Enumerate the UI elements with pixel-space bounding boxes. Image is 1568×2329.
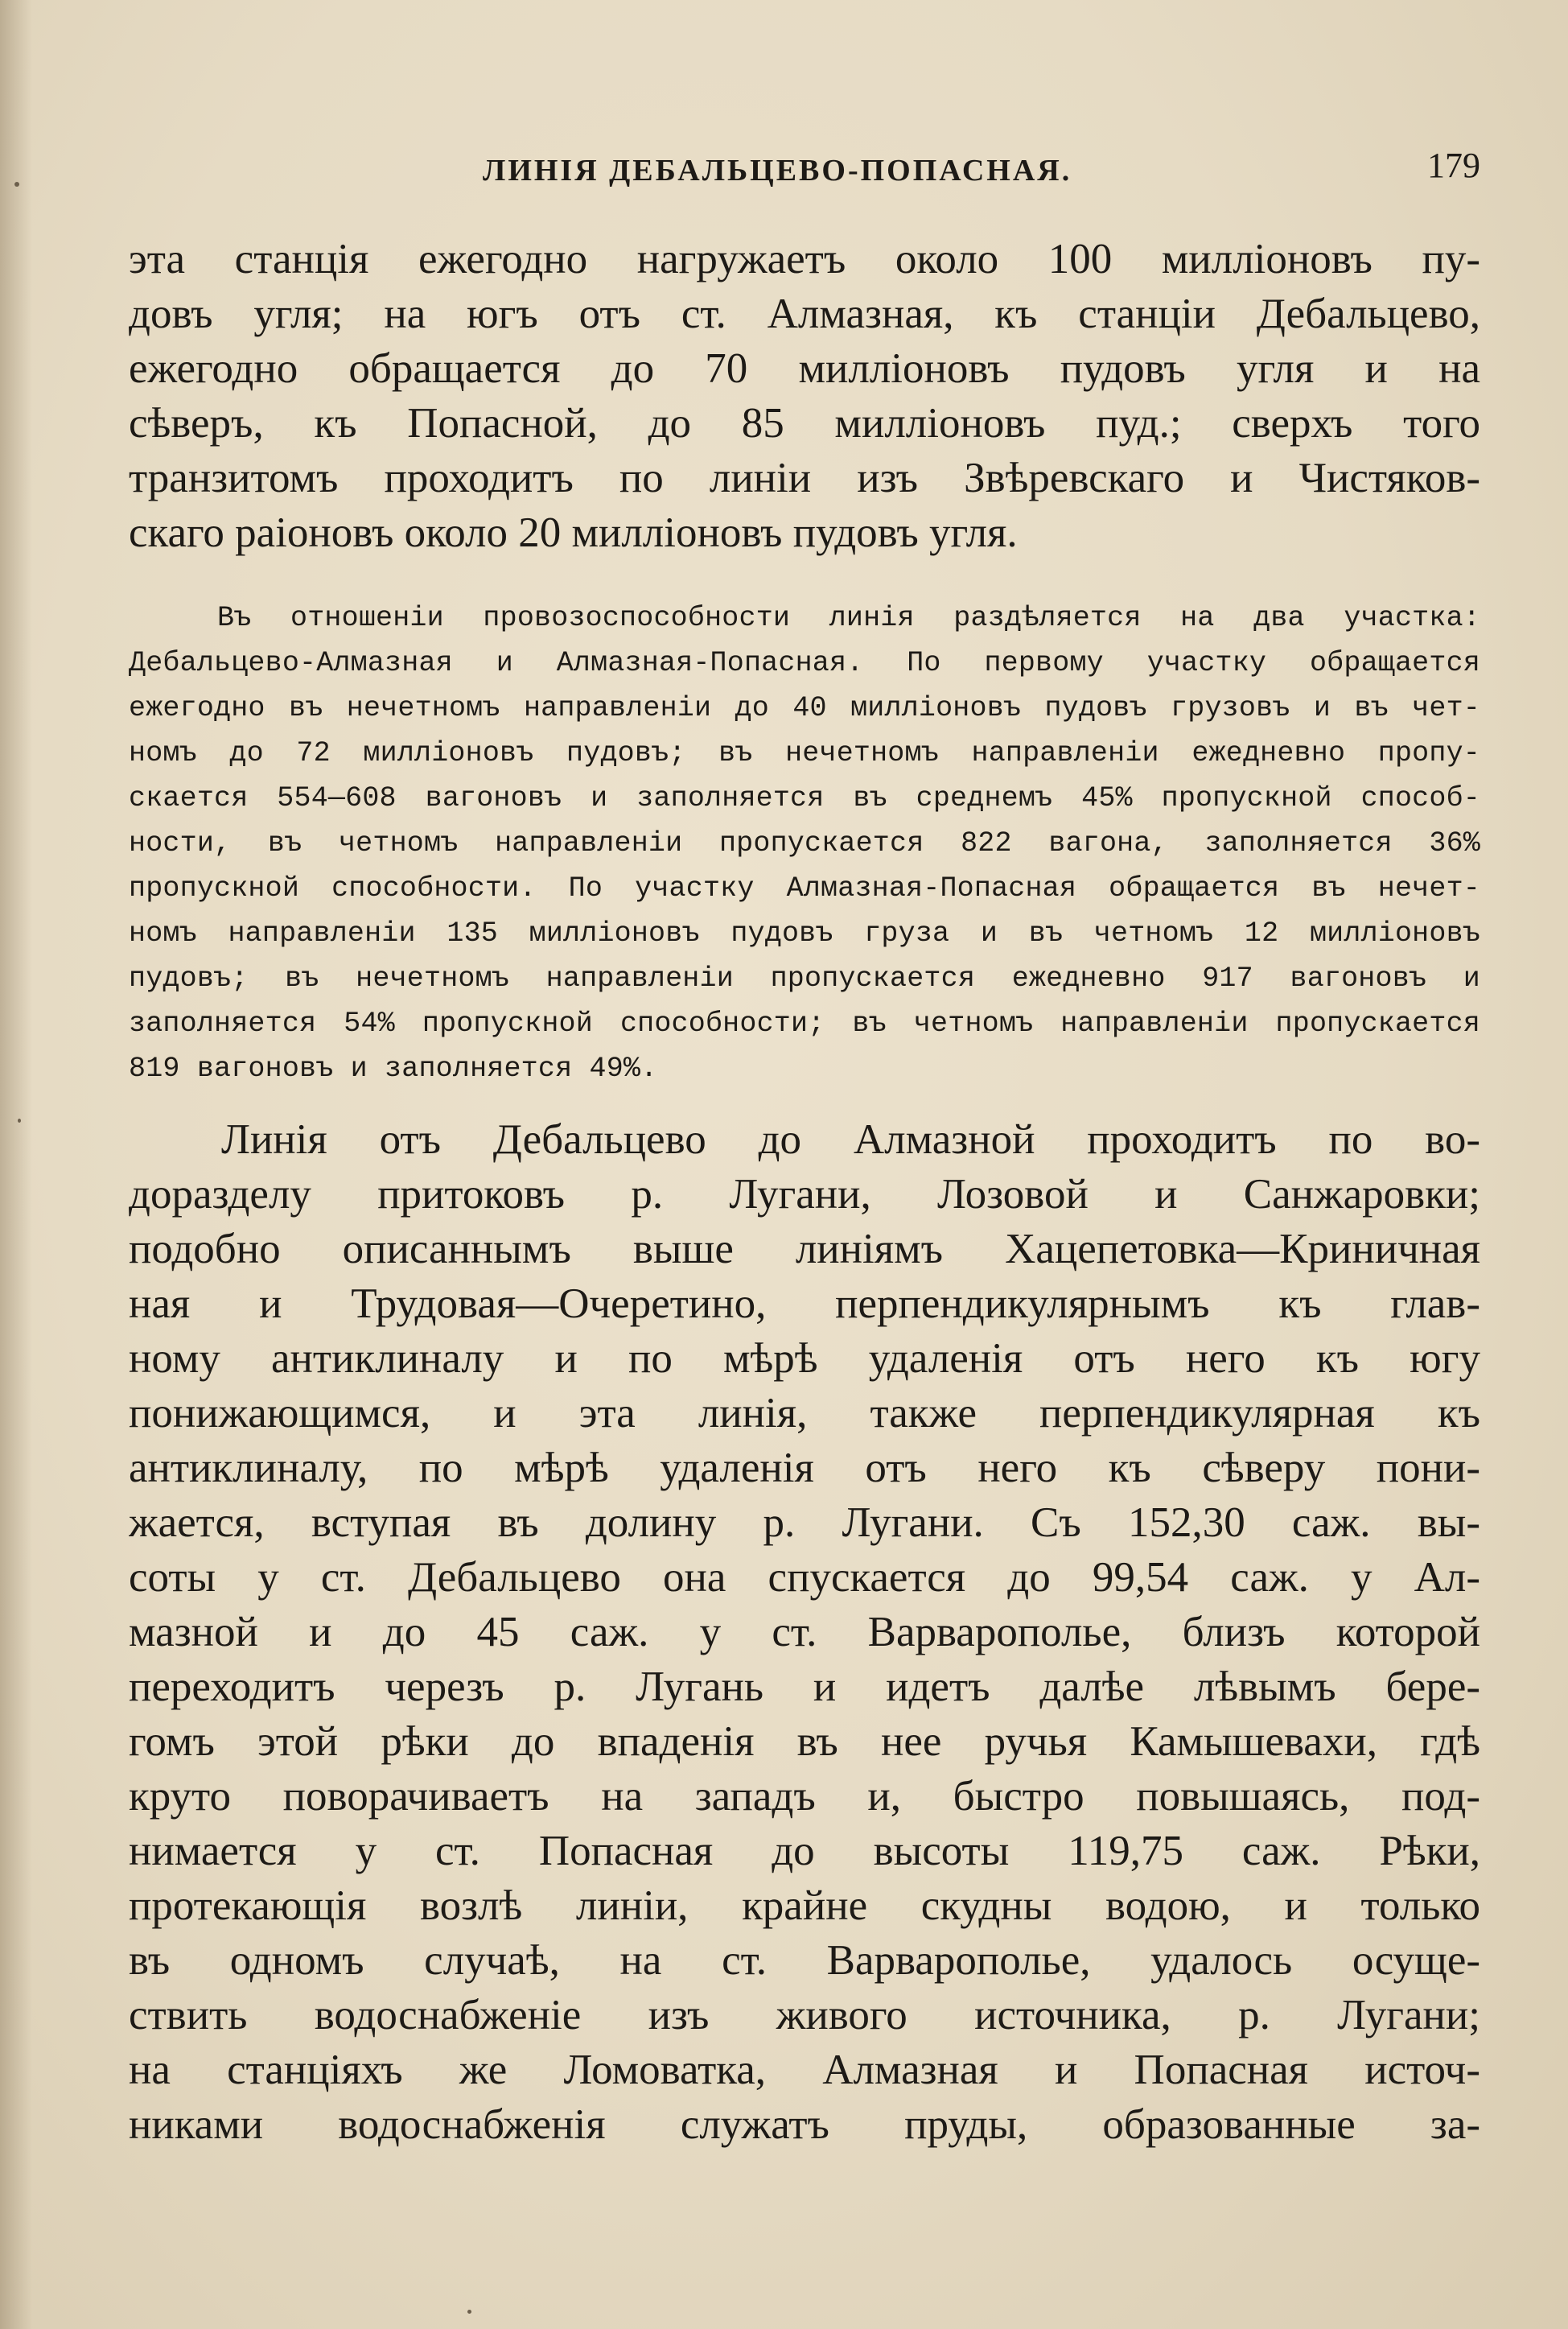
note-line: Дебальцево-Алмазная и Алмазная-Попасная. По первому участку обращается bbox=[129, 647, 1480, 679]
paper-speck bbox=[14, 182, 19, 187]
paper-speck bbox=[18, 1119, 21, 1123]
note-line: скается 554—608 вагоновъ и заполняется въ среднемъ 45% пропускной способ- bbox=[129, 782, 1480, 814]
text-line: Линія отъ Дебальцево до Алмазной проходитъ по во- bbox=[221, 1116, 1480, 1163]
note-line: 819 вагоновъ и заполняется 49%. bbox=[129, 1053, 658, 1085]
text-line: антиклиналу, по мѣрѣ удаленія отъ него къ сѣверу пони- bbox=[129, 1445, 1480, 1491]
paragraph-top bbox=[129, 232, 1480, 560]
text-line: ному антиклиналу и по мѣрѣ удаленія отъ него къ югу bbox=[129, 1335, 1480, 1382]
text-line: на станціяхъ же Ломоватка, Алмазная и Попасная источ- bbox=[129, 2047, 1480, 2093]
small-print-note bbox=[129, 596, 1480, 1091]
note-line: номъ направленіи 135 милліоновъ пудовъ груза и въ четномъ 12 милліоновъ bbox=[129, 917, 1480, 950]
text-line: переходитъ черезъ р. Лугань и идетъ далѣе лѣвымъ бере- bbox=[129, 1663, 1480, 1710]
text-line: скаго раіоновъ около 20 милліоновъ пудовъ угля. bbox=[129, 509, 1018, 556]
text-line: ствить водоснабженіе изъ живого источника, р. Лугани; bbox=[129, 1992, 1480, 2038]
paragraph-bottom bbox=[129, 1112, 1480, 2152]
note-line: ежегодно въ нечетномъ направленіи до 40 милліоновъ пудовъ грузовъ и въ чет- bbox=[129, 692, 1480, 724]
note-line: номъ до 72 милліоновъ пудовъ; въ нечетномъ направленіи ежедневно пропу- bbox=[129, 737, 1480, 769]
note-line: пропускной способности. По участку Алмазная-Попасная обращается въ нечет- bbox=[129, 872, 1480, 905]
text-line: гомъ этой рѣки до впаденія въ нее ручья Камышевахи, гдѣ bbox=[129, 1718, 1480, 1765]
text-line: въ одномъ случаѣ, на ст. Варварополье, удалось осуще- bbox=[129, 1937, 1480, 1984]
text-line: сѣверъ, къ Попасной, до 85 милліоновъ пуд.; сверхъ того bbox=[129, 400, 1480, 447]
text-line: протекающія возлѣ линіи, крайне скудны водою, и только bbox=[129, 1882, 1480, 1929]
text-line: соты у ст. Дебальцево она спускается до 99,54 саж. у Ал- bbox=[129, 1554, 1480, 1601]
page-edge-shadow bbox=[0, 0, 32, 2329]
text-line: жается, вступая въ долину р. Лугани. Съ 152,30 саж. вы- bbox=[129, 1499, 1480, 1546]
text-line: довъ угля; на югъ отъ ст. Алмазная, къ станціи Дебальцево, bbox=[129, 291, 1480, 337]
text-line: ежегодно обращается до 70 милліоновъ пудовъ угля и на bbox=[129, 345, 1480, 392]
note-line: заполняется 54% пропускной способности; въ четномъ направленіи пропускается bbox=[129, 1008, 1480, 1040]
text-line: понижающимся, и эта линія, также перпендикулярная къ bbox=[129, 1390, 1480, 1437]
text-line: круто поворачиваетъ на западъ и, быстро повышаясь, под- bbox=[129, 1773, 1480, 1820]
text-line: эта станція ежегодно нагружаетъ около 100 милліоновъ пу- bbox=[129, 236, 1480, 282]
text-line: подобно описаннымъ выше линіямъ Хацепетовка—Криничная bbox=[129, 1226, 1480, 1272]
page-number: 179 bbox=[1427, 146, 1480, 185]
text-line: доразделу притоковъ р. Лугани, Лозовой и Санжаровки; bbox=[129, 1171, 1480, 1218]
text-line: ная и Трудовая—Очеретино, перпендикулярнымъ къ глав- bbox=[129, 1280, 1480, 1327]
page-header bbox=[129, 138, 1480, 195]
text-line: никами водоснабженія служатъ пруды, образованные за- bbox=[129, 2101, 1480, 2148]
text-line: транзитомъ проходитъ по линіи изъ Звѣревскаго и Чистяков- bbox=[129, 455, 1480, 501]
text-line: нимается у ст. Попасная до высоты 119,75 саж. Рѣки, bbox=[129, 1828, 1480, 1874]
note-line: пудовъ; въ нечетномъ направленіи пропускается ежедневно 917 вагоновъ и bbox=[129, 963, 1480, 995]
note-line: ности, въ четномъ направленіи пропускается 822 вагона, заполняется 36% bbox=[129, 827, 1480, 859]
note-line: Въ отношеніи провозоспособности линія раздѣляется на два участка: bbox=[217, 602, 1480, 634]
running-head: ЛИНІЯ ДЕБАЛЬЦЕВО-ПОПАСНАЯ. bbox=[483, 154, 1072, 188]
paper-speck bbox=[467, 2310, 471, 2314]
text-line: мазной и до 45 саж. у ст. Варварополье, близъ которой bbox=[129, 1609, 1480, 1655]
